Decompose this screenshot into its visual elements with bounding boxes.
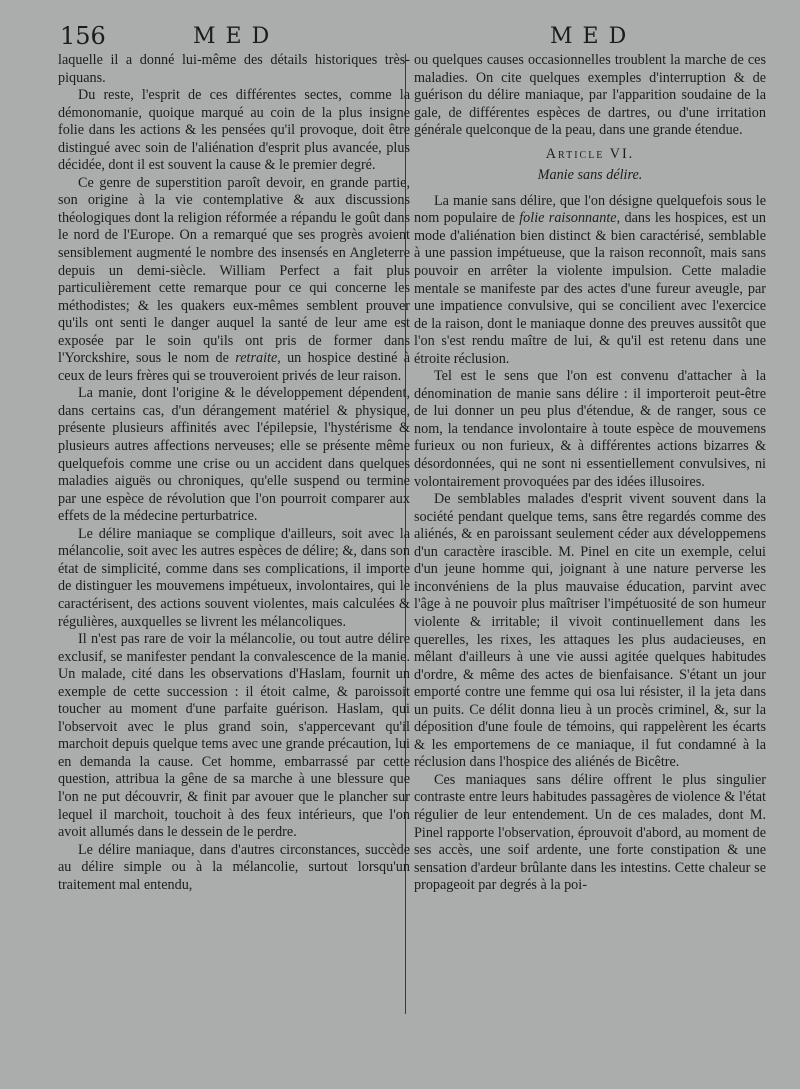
text-run: Ce genre de superstition paroît devoir, en grande partie, son origine à la vie contemplative & aux discussions théologiques dont la religion réformée a répandu le goût dans le nord de l'Europe. On a remarqué que ses progrès avoient sensiblement augmenté le nombre des insensés en Angleterre depuis un demi-siècle. William Perfect a fait plus particulièrement cette remarque pour ce qui concerne les méthodistes; & les quakers eux-mêmes semblent prouver qu'ils ont senti le danger auquel la santé de leur ame est exposée par le soin qu'ils ont pris de former dans l'Yorckshire, sous le nom de [58,174,410,367]
text-run: , un hospice destiné à ceux de leurs frères qui se trouveroient privés de leur raison. [58,350,410,384]
text-run: , dans les hospices, est un mode d'aliénation bien distinct & bien caractérisé, semblable à une passion impétueuse, que la raison reconnoît, mais sans pouvoir en arrêter la violente impulsion. Cette maladie mentale se manifeste par des actes d'une fureur aveugle, par une impatience convulsive, qui se concilient avec l'exercice de la raison, dont le maniaque donne des preuves aussitôt que l'on s'est rendu maître de lui, & qu'il est retenu dans une étroite réclusion. [414,210,766,367]
paragraph: Tel est le sens que l'on est convenu d'attacher à la dénomination de manie sans délire : il importeroit peut-être de lui donner un peu plus d'étendue, & de ranger, sous ce nom, la tendance involontaire à toute espèce de mouvemens furieux ou non furieux, & à différentes actions bizarres & désordonnées, qui ne sont ni essentiellement convulsives, ni volontairement provoquées par des idées illusoires. [414,368,766,490]
paragraph [414,193,766,368]
paragraph: Le délire maniaque se complique d'ailleurs, soit avec la mélancolie, soit avec les autres espèces de délire; &, dans son état de simplicité, comme dans ses complications, il importe de distinguer les mouvemens impétueux, involontaires, qui le caractérisent, des actions souvent violentes, mais calculées & régulières, auxquelles se livrent les mélancoliques. [58,525,410,630]
article-heading: Article VI. [545,145,635,162]
paragraph: De semblables malades d'esprit vivent souvent dans la société pendant quelque tems, sans être regardés comme des aliénés, & en paroissant seulement céder aux développemens d'un caractère irascible. M. Pinel en cite un exemple, celui d'un jeune homme qui, joignant à une nature perverse les inconvéniens de la plus mauvaise éducation, parvint avec l'âge à ne pouvoir plus maîtriser l'impétuosité de son humeur violente & irritable; il vivoit continuellement dans les querelles, les rixes, les attaques les plus audacieuses, en mêlant d'ailleurs à une vie aussi agitée quelques habitudes d'ordre, & même des actes de bienfaisance. S'étant un jour emporté contre une femme qui osa lui résister, il la jeta dans un puits. Ce délit donna lieu à un procès criminel, &, sur la déposition d'une foule de témoins, qui rappelèrent les écarts & les emportemens de ce maniaque, il fut condamné à la réclusion dans l'hospice des aliénés de Bicêtre. [414,491,766,771]
italic-term: retraite [235,350,278,367]
paragraph: Le délire maniaque, dans d'autres circonstances, succède au délire simple ou à la mélancolie, surtout lorsqu'un traitement mal entendu, [58,841,410,893]
paragraph: ou quelques causes occasionnelles troublent la marche de ces maladies. On cite quelques exemples d'interruption & de guérison du délire maniaque, par l'apparition soudaine de la gale, de différentes espèces de dartres, ou d'une irritation générale quelconque de la peau, dans une grande étendue. [414,52,766,139]
paragraph [58,175,410,386]
left-column [58,52,410,894]
running-head-right: MED [550,24,637,49]
paragraph: Il n'est pas rare de voir la mélancolie, ou tout autre délire exclusif, se manifester pendant la convalescence de la manie. Un malade, cité dans les observations d'Haslam, fournit un exemple de cette succession : il étoit calme, & paroissoit toucher au moment d'une parfaite guérison. Haslam, qui l'observoit avec le plus grand soin, s'appercevant qu'il marchoit depuis quelque tems avec une grande précaution, lui en demanda la cause. Cet homme, embarrassé par cette question, attribua la gêne de sa marche à une blessure que l'on ne put découvrir, & finit par avouer que le plancher sur lequel il marchoit, touchoit à des feux intérieurs, que l'on avoit allumés dans le dessein de le perdre. [58,631,410,841]
page-header [0,22,800,52]
text-run: La manie sans délire, que l'on désigne quelquefois sous le nom populaire de [414,192,766,227]
paragraph: laquelle il a donné lui-même des détails historiques très-piquans. [58,52,410,86]
section-subtitle: Manie sans délire. [537,167,643,184]
right-column [414,52,766,895]
page-number: 156 [60,22,106,50]
paragraph: Du reste, l'esprit de ces différentes sectes, comme la démonomanie, quoique marqué au coin de la plus insigne folie dans les actions & les pensées qu'il provoque, doit être distingué avec soin de l'aliénation d'esprit plus avancée, plus décidée, dont il est souvent la cause & le premier degré. [58,87,410,174]
paragraph: La manie, dont l'origine & le développement dépendent, dans certains cas, d'un dérangement matériel & physique, présente plusieurs affinités avec l'épilepsie, l'hystérisme & plusieurs autres affections nerveuses; elle se présente même quelquefois comme une crise ou un accident dans quelques maladies aiguës ou chroniques, qu'elle suspend ou termine par une espèce de révolution que l'on pourroit comparer aux effets de la médecine perturbatrice. [58,385,410,525]
italic-term: folie raisonnante [519,210,617,227]
paragraph: Ces maniaques sans délire offrent le plus singulier contraste entre leurs habitudes passagères de violence & l'état régulier de leur entendement. Un de ces malades, dont M. Pinel rapporte l'observation, éprouvoit d'abord, au moment de ses accès, une soif ardente, une forte constipation & une sensation d'ardeur brûlante dans les intestins. Cette chaleur se propageoit par degrés à la poi- [414,771,766,894]
running-head-left: MED [193,24,280,49]
